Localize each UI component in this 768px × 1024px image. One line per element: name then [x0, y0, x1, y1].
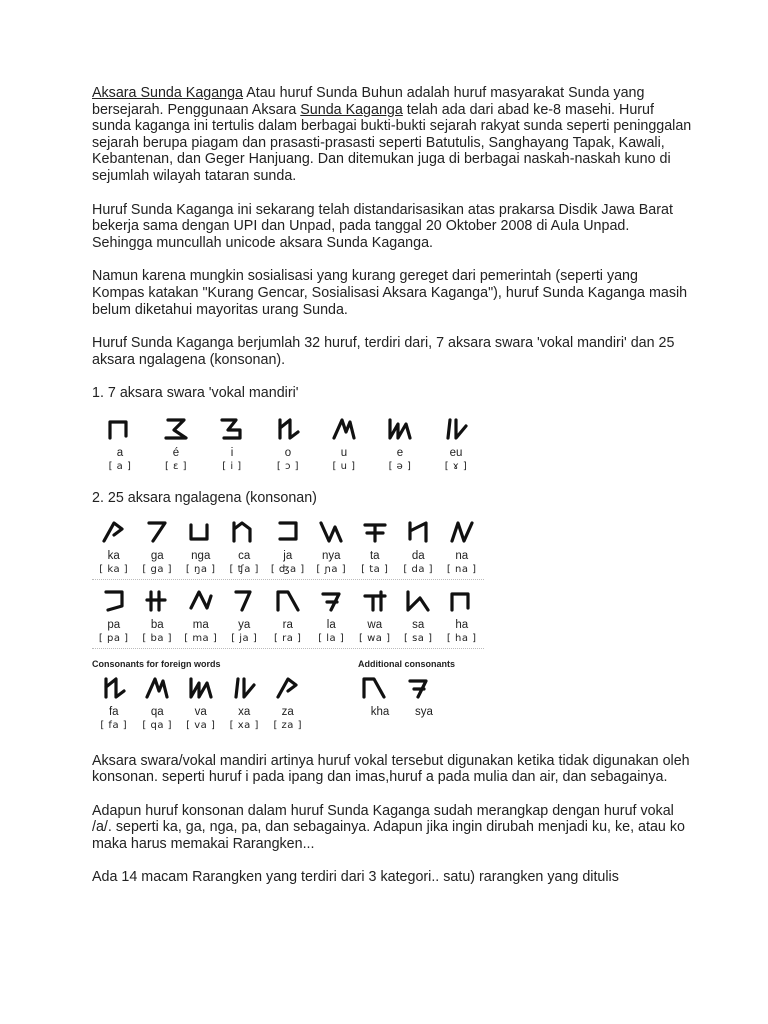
letter-cell-ga — [136, 515, 180, 577]
letter-cell-kha — [358, 671, 402, 719]
sundanese-glyph-kha — [358, 671, 402, 705]
sundanese-glyph-ga — [136, 515, 180, 549]
paragraph-count: Huruf Sunda Kaganga berjumlah 32 huruf, terdiri dari, 7 aksara swara 'vokal mandiri' dan 25 aksara ngalagena (konsonan). — [92, 335, 675, 368]
letter-cell-fa — [92, 671, 136, 733]
letter-cell-e — [372, 412, 428, 474]
sundanese-glyph-a — [92, 412, 148, 446]
latin-label: sa — [412, 618, 425, 631]
ipa-label: [ ɔ ] — [276, 460, 300, 472]
letter-cell-na — [440, 515, 484, 577]
sundanese-glyph-é — [148, 412, 204, 446]
ipa-label: [ ba ] — [142, 632, 173, 644]
ipa-label: [ ta ] — [361, 563, 389, 575]
ipa-label: [ u ] — [332, 460, 356, 472]
latin-label: la — [326, 618, 336, 631]
letter-cell-i — [204, 412, 260, 474]
sundanese-glyph-eu — [428, 412, 484, 446]
latin-label: nya — [321, 549, 341, 562]
sundanese-glyph-za — [266, 671, 310, 705]
letter-cell-qa — [136, 671, 180, 733]
latin-label: kha — [370, 705, 390, 718]
ipa-label: [ fa ] — [100, 719, 128, 731]
latin-label: eu — [449, 446, 463, 459]
extra-consonant-table — [92, 659, 484, 739]
sundanese-glyph-xa — [223, 671, 267, 705]
letter-cell-ya — [223, 584, 267, 646]
ipa-label: [ da ] — [403, 563, 434, 575]
ipa-label: [ xa ] — [229, 719, 259, 731]
paragraph-consonant-meaning: Adapun huruf konsonan dalam huruf Sunda Kaganga sudah merangkap dengan huruf vokal /a/. seperti ka, ga, nga, pa, dan sebagainya. Adapun jika ingin dirubah menjadi ku, ke, atau ko maka harus memakai Rarangken... — [92, 802, 685, 852]
latin-label: ka — [107, 549, 120, 562]
latin-label: u — [340, 446, 348, 459]
additional-consonants-heading: Additional consonants — [358, 658, 456, 669]
sundanese-glyph-ya — [223, 584, 267, 618]
letter-cell-nya — [310, 515, 354, 577]
letter-cell-u — [316, 412, 372, 474]
sundanese-glyph-ca — [223, 515, 267, 549]
ipa-label: [ na ] — [446, 563, 477, 575]
paragraph-vowel-meaning: Aksara swara/vokal mandiri artinya huruf vokal tersebut digunakan ketika tidak digunakan oleh konsonan. seperti huruf i pada ipang dan imas,huruf a pada mulia dan air, dan sebagainya. — [92, 752, 690, 786]
ipa-label: [ pa ] — [98, 632, 129, 644]
ipa-label: [ ɛ ] — [164, 460, 188, 472]
ipa-label: [ ʧa ] — [229, 563, 259, 575]
foreign-consonants-heading: Consonants for foreign words — [92, 658, 221, 669]
latin-label: pa — [107, 618, 121, 631]
ipa-label: [ a ] — [108, 460, 132, 472]
sundanese-glyph-la — [310, 584, 354, 618]
sundanese-glyph-ja — [266, 515, 310, 549]
ipa-label: [ la ] — [318, 632, 345, 644]
latin-label: fa — [108, 705, 119, 718]
letter-cell-ma — [179, 584, 223, 646]
ipa-label: [ va ] — [186, 719, 216, 731]
ipa-label: [ ʤa ] — [270, 563, 305, 575]
sundanese-glyph-sya — [402, 671, 446, 705]
letter-cell-ha — [440, 584, 484, 646]
latin-label: i — [230, 446, 234, 459]
ipa-label: [ ka ] — [99, 563, 129, 575]
ipa-label: [ ha ] — [446, 632, 477, 644]
letter-cell-ta — [353, 515, 397, 577]
letter-cell-ra — [266, 584, 310, 646]
sundanese-glyph-pa — [92, 584, 136, 618]
paragraph-socialization: Namun karena mungkin sosialisasi yang kurang gereget dari pemerintah (seperti yang Kompas katakan "Kurang Gencar, Sosialisasi Aksara Kaganga"), huruf Sunda Kaganga masih belum diketahui mayoritas urang Sunda. — [92, 268, 688, 318]
consonant-table — [92, 515, 484, 649]
link-sunda-kaganga[interactable]: Sunda Kaganga — [300, 101, 403, 118]
letter-cell-ba — [136, 584, 180, 646]
latin-label: ra — [282, 618, 293, 631]
sundanese-glyph-e — [372, 412, 428, 446]
latin-label: ja — [283, 549, 293, 562]
ipa-label: [ za ] — [273, 719, 303, 731]
paragraph-standardization: Huruf Sunda Kaganga ini sekarang telah distandarisasikan atas prakarsa Disdik Jawa Barat bekerja sama dengan UPI dan Unpad, pada tanggal 20 Oktober 2008 di Aula Unpad. Sehingga muncullah unicode aksara Sunda Kaganga. — [92, 201, 673, 251]
ipa-label: [ ja ] — [231, 632, 258, 644]
latin-label: qa — [150, 705, 164, 718]
letter-cell-sa — [397, 584, 441, 646]
intro-text-2: telah ada dari abad ke-8 masehi. Huruf sunda kaganga ini tertulis dalam berbagai bukti-bukti sejarah rakyat sunda seperti peninggalan sejarah berupa piagam dan prasasti-prasasti seperti Batutulis, Sanghayang Tapak, Kawali, Kebantenan, dan Geger Hanjuang. Dan ditemukan juga di berbagai naskah-naskah kuno di sejumlah wilayah tataran sunda. — [92, 101, 692, 184]
sundanese-glyph-na — [440, 515, 484, 549]
letter-cell-va — [179, 671, 223, 733]
latin-label: ca — [238, 549, 251, 562]
sundanese-glyph-fa — [92, 671, 136, 705]
sundanese-glyph-wa — [353, 584, 397, 618]
letter-cell-é — [148, 412, 204, 474]
intro-text-1: Atau huruf Sunda Buhun adalah huruf masyarakat Sunda yang bersejarah. Penggunaan Aksara — [92, 85, 645, 118]
sundanese-glyph-ha — [440, 584, 484, 618]
letter-cell-pa — [92, 584, 136, 646]
letter-cell-ka — [92, 515, 136, 577]
letter-cell-eu — [428, 412, 484, 474]
paragraph-rarangken: Ada 14 macam Rarangken yang terdiri dari 3 kategori.. satu) rarangken yang ditulis — [92, 869, 619, 886]
consonants-heading: 2. 25 aksara ngalagena (konsonan) — [92, 489, 317, 506]
sundanese-glyph-i — [204, 412, 260, 446]
letter-cell-o — [260, 412, 316, 474]
latin-label: ya — [238, 618, 251, 631]
latin-label: da — [411, 549, 425, 562]
ipa-label: [ i ] — [222, 460, 242, 472]
sundanese-glyph-ma — [179, 584, 223, 618]
letter-cell-ca — [223, 515, 267, 577]
ipa-label: [ qa ] — [142, 719, 173, 731]
vowels-heading: 1. 7 aksara swara 'vokal mandiri' — [92, 385, 299, 402]
paragraph-intro — [92, 85, 692, 185]
sundanese-glyph-o — [260, 412, 316, 446]
latin-label: ba — [150, 618, 164, 631]
letter-cell-wa — [353, 584, 397, 646]
latin-label: ga — [150, 549, 164, 562]
letter-cell-da — [397, 515, 441, 577]
latin-label: e — [396, 446, 404, 459]
latin-label: ha — [455, 618, 469, 631]
vowel-table — [92, 412, 484, 474]
latin-label: na — [455, 549, 469, 562]
ipa-label: [ ə ] — [388, 460, 412, 472]
link-aksara-sunda-kaganga[interactable]: Aksara Sunda Kaganga — [92, 85, 244, 101]
ipa-label: [ sa ] — [404, 632, 433, 644]
letter-cell-nga — [179, 515, 223, 577]
ipa-label: [ ma ] — [184, 632, 218, 644]
latin-label: va — [194, 705, 207, 718]
letter-cell-sya — [402, 671, 446, 719]
latin-label: é — [172, 446, 180, 459]
letter-cell-ja — [266, 515, 310, 577]
sundanese-glyph-ra — [266, 584, 310, 618]
latin-label: nga — [191, 549, 211, 562]
letter-cell-a — [92, 412, 148, 474]
letter-cell-la — [310, 584, 354, 646]
sundanese-glyph-u — [316, 412, 372, 446]
sundanese-glyph-qa — [136, 671, 180, 705]
latin-label: xa — [238, 705, 251, 718]
sundanese-glyph-ta — [353, 515, 397, 549]
sundanese-glyph-sa — [397, 584, 441, 618]
sundanese-glyph-da — [397, 515, 441, 549]
letter-cell-za — [266, 671, 310, 733]
document-page — [92, 85, 692, 903]
latin-label: a — [116, 446, 124, 459]
letter-cell-xa — [223, 671, 267, 733]
sundanese-glyph-nya — [310, 515, 354, 549]
ipa-label: [ ɤ ] — [444, 460, 468, 472]
sundanese-glyph-ka — [92, 515, 136, 549]
ipa-label: [ wa ] — [359, 632, 391, 644]
sundanese-glyph-ba — [136, 584, 180, 618]
latin-label: sya — [415, 705, 433, 718]
latin-label: ma — [192, 618, 209, 631]
latin-label: o — [284, 446, 292, 459]
sundanese-glyph-va — [179, 671, 223, 705]
latin-label: za — [281, 705, 294, 718]
ipa-label: [ ɲa ] — [316, 563, 347, 575]
ipa-label: [ ra ] — [274, 632, 302, 644]
ipa-label: [ ga ] — [142, 563, 173, 575]
sundanese-glyph-nga — [179, 515, 223, 549]
ipa-label: [ ŋa ] — [185, 563, 216, 575]
latin-label: ta — [369, 549, 380, 562]
latin-label: wa — [367, 618, 383, 631]
